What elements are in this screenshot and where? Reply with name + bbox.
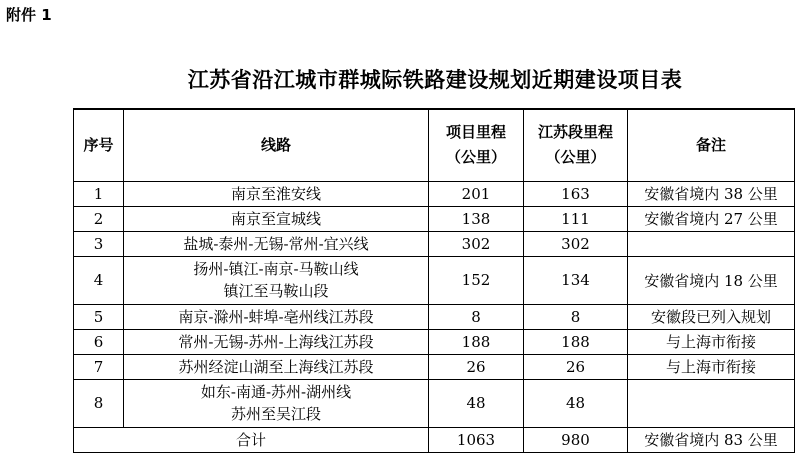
cell-index: 7 (74, 354, 124, 379)
table-title: 江苏省沿江城市群城际铁路建设规划近期建设项目表 (187, 68, 683, 92)
cell-remark: 安徽省境内 38 公里 (628, 181, 795, 206)
cell-index: 2 (74, 206, 124, 231)
cell-js-length: 302 (524, 231, 628, 256)
cell-total-length: 152 (429, 256, 524, 304)
cell-index: 8 (74, 379, 124, 427)
cell-total-length: 8 (429, 304, 524, 329)
cell-js-length: 48 (524, 379, 628, 427)
table-row (74, 206, 795, 231)
route-line: 苏州至吴江段 (230, 405, 321, 423)
route-line: 如东-南通-苏州-湖州线 (200, 383, 352, 401)
header-route: 线路 (124, 109, 429, 181)
cell-remark: 安徽省境内 18 公里 (628, 256, 795, 304)
cell-index: 1 (74, 181, 124, 206)
cell-route (124, 206, 429, 231)
route-line: 南京至宣城线 (230, 210, 321, 228)
cell-remark: 与上海市衔接 (628, 354, 795, 379)
cell-js-length: 134 (524, 256, 628, 304)
cell-route (124, 379, 429, 427)
cell-route (124, 354, 429, 379)
cell-remark: 安徽省境内 27 公里 (628, 206, 795, 231)
header-total-length (429, 109, 524, 181)
header-total-length-line1: 项目里程 (445, 123, 506, 142)
cell-route (124, 256, 429, 304)
cell-route (124, 231, 429, 256)
cell-js-length: 26 (524, 354, 628, 379)
cell-js-length: 8 (524, 304, 628, 329)
cell-total-length: 201 (429, 181, 524, 206)
header-total-length-line2: （公里） (445, 148, 506, 167)
header-js-length (524, 109, 628, 181)
cell-js-length: 163 (524, 181, 628, 206)
cell-index: 5 (74, 304, 124, 329)
cell-js-length: 188 (524, 329, 628, 354)
cell-remark: 与上海市衔接 (628, 329, 795, 354)
cell-remark (628, 379, 795, 427)
table-total-row (74, 427, 795, 452)
table-row (74, 329, 795, 354)
cell-total-sum: 1063 (429, 427, 524, 452)
cell-total-length: 302 (429, 231, 524, 256)
table-row (74, 256, 795, 304)
cell-total-length: 26 (429, 354, 524, 379)
cell-total-length: 138 (429, 206, 524, 231)
cell-index: 3 (74, 231, 124, 256)
route-line: 盐城-泰州-无锡-常州-宜兴线 (183, 235, 369, 253)
project-table (73, 108, 795, 453)
header-js-length-line2: （公里） (545, 148, 606, 167)
header-remarks: 备注 (628, 109, 795, 181)
cell-total-length: 188 (429, 329, 524, 354)
cell-index: 6 (74, 329, 124, 354)
cell-total-length: 48 (429, 379, 524, 427)
cell-route (124, 181, 429, 206)
route-line: 扬州-镇江-南京-马鞍山线 (193, 260, 359, 278)
table-header-row (74, 109, 795, 181)
table-row (74, 181, 795, 206)
cell-route (124, 304, 429, 329)
cell-js-length: 111 (524, 206, 628, 231)
cell-remark: 安徽段已列入规划 (628, 304, 795, 329)
cell-remark (628, 231, 795, 256)
cell-route (124, 329, 429, 354)
route-line: 苏州经淀山湖至上海线江苏段 (178, 358, 374, 376)
header-js-length-line1: 江苏段里程 (537, 123, 613, 142)
route-line: 南京至淮安线 (230, 185, 321, 203)
route-line: 南京-滁州-蚌埠-亳州线江苏段 (178, 308, 374, 326)
attachment-label: 附件 1 (6, 6, 52, 24)
cell-js-sum: 980 (524, 427, 628, 452)
cell-index: 4 (74, 256, 124, 304)
route-line: 镇江至马鞍山段 (223, 282, 329, 300)
header-index: 序号 (74, 109, 124, 181)
route-line: 常州-无锡-苏州-上海线江苏段 (178, 333, 374, 351)
table-row (74, 354, 795, 379)
table-row (74, 379, 795, 427)
table-row (74, 231, 795, 256)
table-row (74, 304, 795, 329)
cell-total-label: 合计 (74, 427, 429, 452)
cell-total-remark: 安徽省境内 83 公里 (628, 427, 795, 452)
